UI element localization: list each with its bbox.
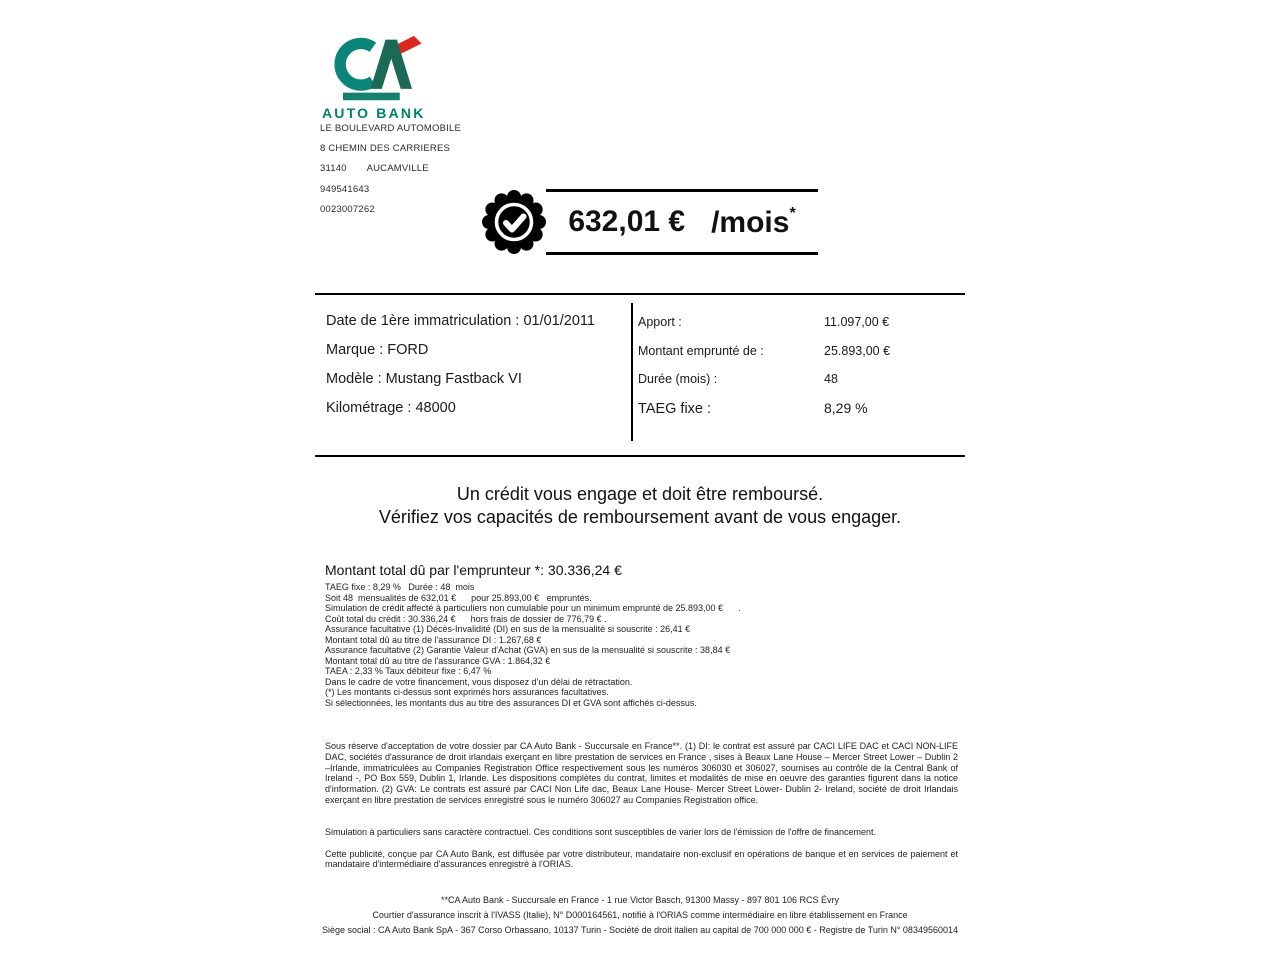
simulation-summary-table — [315, 293, 965, 457]
footer-line-2: Courtier d'assurance inscrit à l'IVASS (Italie), N° D000164561, notifié à l'ORIAS comme intermédiaire en libre établissement en France — [372, 910, 908, 920]
footer-line-1: **CA Auto Bank - Succursale en France - 1 rue Victor Basch, 91300 Massy - 897 801 106 RCS Évry — [440, 895, 840, 905]
asterisk-note: * — [789, 204, 796, 222]
dealer-name: LE BOULEVARD AUTOMOBILE — [320, 123, 461, 134]
warning-line-2: Vérifiez vos capacités de remboursement avant de vous engager. — [378, 507, 902, 527]
loan-details — [325, 562, 970, 708]
detail-line: TAEG fixe : 8,29 % Durée : 48 mois — [325, 582, 475, 592]
detail-line: Soit 48 mensualités de 632,01 € pour 25.893,00 € empruntés. — [325, 592, 592, 603]
column-divider — [631, 303, 633, 441]
detail-line: (*) Les montants ci-dessus sont exprimés hors assurances facultatives. — [325, 687, 609, 697]
loan-details-lines — [325, 582, 970, 708]
ca-auto-bank-logo — [322, 34, 432, 121]
warning-line-1: Un crédit vous engage et doit être remboursé. — [456, 484, 824, 504]
detail-line: Montant total dû au titre de l'assurance GVA : 1.864,32 € — [325, 655, 551, 666]
dealer-number-2: 0023007262 — [320, 203, 375, 215]
financing-details-column — [638, 308, 958, 422]
dealer-city: 31140 AUCAMVILLE — [320, 163, 429, 175]
table-row: Modèle : Mustang Fastback VI — [326, 371, 522, 387]
detail-line: TAEA : 2,33 % Taux débiteur fixe : 6,47 % — [325, 666, 492, 676]
company-footer — [0, 893, 1280, 938]
detail-line: Assurance facultative (1) Décès-Invalidité (DI) en sus de la mensualité si souscrite : 26,41 € — [325, 624, 691, 634]
table-row: Montant emprunté de : 25.893,00 € — [638, 343, 891, 358]
footer-line-3: Siège social : CA Auto Bank SpA - 367 Corso Orbassano, 10137 Turin - Société de droit italien au capital de 700 000 000 € - Registre de Turin N° 08349560014 — [321, 925, 958, 935]
table-row: TAEG fixe : 8,29 % — [638, 399, 868, 417]
credit-warning — [280, 483, 1000, 529]
credit-agricole-ca-icon — [330, 34, 426, 104]
monthly-price-box — [546, 189, 818, 255]
detail-line: Simulation de crédit affecté à particuliers non cumulable pour un minimum emprunté de 25.893,00 € . — [325, 603, 741, 613]
table-row: Durée (mois) : 48 — [638, 372, 838, 386]
table-row: Date de 1ère immatriculation : 01/01/2011 — [326, 313, 595, 329]
dealer-street: 8 CHEMIN DES CARRIERES — [320, 143, 451, 155]
simulation-disclaimer: Simulation à particuliers sans caractère contractuel. Ces conditions sont susceptibles de varier lors de l'émission de l'offre de financement. — [325, 826, 877, 837]
detail-line: Dans le cadre de votre financement, vous disposez d'un délai de rétractation. — [325, 676, 633, 687]
monthly-price-banner — [482, 188, 818, 256]
vehicle-details-column — [326, 307, 595, 423]
table-row: Marque : FORD — [326, 342, 429, 358]
table-row: Kilométrage : 48000 — [326, 400, 456, 416]
checkmark-seal-icon — [482, 188, 546, 256]
advertising-disclaimer: Cette publicité, conçue par CA Auto Bank, est diffusée par votre distributeur, mandataire non-exclusif en opérations de banque et en services de paiement et mandataire d'intermédiaire d'assurances enregistré à l'ORIAS. — [325, 848, 958, 870]
legal-disclaimers — [325, 741, 958, 870]
monthly-amount: 632,01 € — [568, 205, 686, 238]
per-month-label: /mois* — [711, 204, 796, 239]
brand-name: AUTO BANK — [322, 105, 426, 121]
detail-line: Coût total du crédit : 30.336,24 € hors frais de dossier de 776,79 € . — [325, 613, 607, 624]
table-row: Apport : 11.097,00 € — [638, 315, 890, 329]
total-due-heading: Montant total dû par l'emprunteur *: 30.336,24 € — [325, 562, 622, 578]
detail-line: Si sélectionnées, les montants dus au titre des assurances DI et GVA sont affichés ci-dessus. — [325, 697, 697, 708]
dealer-number-1: 949541643 — [320, 183, 370, 195]
detail-line: Assurance facultative (2) Garantie Valeur d'Achat (GVA) en sus de la mensualité si souscrite : 38,84 € — [325, 645, 731, 655]
detail-line: Montant total dû au titre de l'assurance DI : 1.267,68 € — [325, 634, 542, 645]
insurer-disclaimer: Sous réserve d'acceptation de votre dossier par CA Auto Bank - Succursale en France**. (1) DI: le contrat est assuré par CACI LIFE DAC et CACI NON-LIFE DAC, sociétés d'assurance de droit irlandais exerçant en libre prestation de services en France , sises à Beaux Lane House – Mercer Street Lower – Dublin 2 –Irlande, immatriculées au Companies Registration Office respectivement sous les numéros 306030 et 306027, soumises au contrôle de la Central Bank of Ireland -, PO Box 559, Dublin 1, Irlande. Les dispositions complètes du contrat, limites et modalités de mise en oeuvre des garanties figurent dans la notice d'information. (2) GVA: Le contrats est assuré par CACI Non Life dac, Beaux Lane House- Mercer Street Lower- Dublin 2- Ireland, société de droit Irlandais exerçant en libre prestation de services enregistré sous le numéro 306027 au Companies Registration office. — [325, 741, 958, 805]
dealer-address — [320, 119, 461, 220]
